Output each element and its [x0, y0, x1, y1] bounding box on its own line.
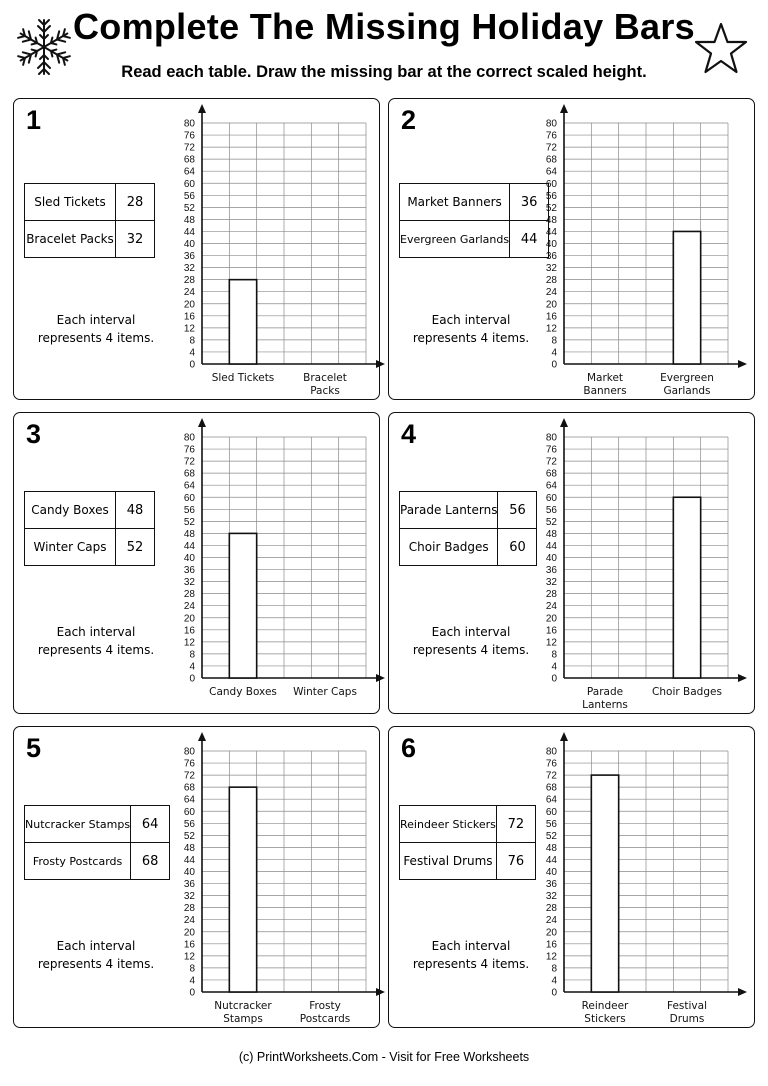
- y-tick-label: 72: [183, 142, 195, 154]
- x-category-label: [583, 372, 626, 397]
- table-category-cell: Parade Lanterns: [400, 492, 498, 529]
- y-tick-label: 28: [183, 275, 195, 287]
- table-value-cell: 44: [510, 221, 549, 258]
- y-tick-label: 24: [183, 915, 195, 927]
- x-category-label-line: Stickers: [584, 1013, 626, 1025]
- table-value-cell: 76: [496, 843, 535, 880]
- bar-chart: [14, 727, 381, 1029]
- panel-number: 5: [26, 733, 42, 763]
- table-value-cell: 56: [498, 492, 537, 529]
- y-tick-label: 28: [545, 589, 557, 601]
- chart-panel-4: [388, 412, 755, 714]
- y-axis-arrow-icon: [198, 418, 206, 427]
- y-tick-label: 44: [183, 540, 195, 552]
- y-tick-label: 56: [183, 504, 195, 516]
- x-category-label: [582, 1000, 629, 1025]
- y-tick-label: 16: [183, 625, 195, 637]
- x-category-label: [212, 372, 275, 384]
- x-category-label-line: Candy Boxes: [209, 686, 277, 698]
- y-tick-label: 36: [545, 879, 557, 891]
- interval-note-line: Each interval: [431, 625, 511, 639]
- y-tick-label: 60: [545, 492, 557, 504]
- y-tick-label: 76: [183, 130, 195, 142]
- y-tick-label: 72: [183, 456, 195, 468]
- y-tick-label: 12: [183, 951, 195, 963]
- x-category-label-line: Evergreen: [660, 372, 714, 384]
- panel-number: 3: [26, 419, 42, 449]
- y-tick-label: 20: [183, 927, 195, 939]
- y-tick-label: 36: [183, 565, 195, 577]
- interval-note-line: Each interval: [431, 313, 511, 327]
- y-tick-label: 28: [545, 275, 557, 287]
- bar-chart: [389, 99, 756, 401]
- table-value-cell: 60: [498, 529, 537, 566]
- y-tick-label: 20: [545, 299, 557, 311]
- table-value-cell: 48: [116, 492, 155, 529]
- x-category-label: [667, 1000, 707, 1025]
- bar: [673, 231, 700, 364]
- y-tick-label: 0: [551, 987, 557, 999]
- y-tick-label: 4: [189, 347, 195, 359]
- x-category-label-line: Winter Caps: [293, 686, 357, 698]
- worksheet-header: [0, 0, 768, 92]
- bar: [673, 497, 700, 678]
- interval-note-line: represents 4 items.: [37, 331, 155, 345]
- chart-panel-3: [13, 412, 380, 714]
- y-tick-label: 12: [545, 951, 557, 963]
- x-category-label-line: Lanterns: [582, 699, 628, 711]
- y-tick-label: 72: [545, 142, 557, 154]
- y-tick-label: 72: [183, 770, 195, 782]
- x-category-label-line: Choir Badges: [652, 686, 722, 698]
- y-tick-label: 60: [545, 178, 557, 190]
- x-category-label-line: Banners: [583, 385, 627, 397]
- panel-number: 4: [401, 419, 417, 449]
- bar: [229, 533, 256, 678]
- y-tick-label: 68: [545, 154, 557, 166]
- y-tick-label: 8: [189, 649, 195, 661]
- y-tick-label: 52: [183, 202, 195, 214]
- x-category-label-line: Frosty: [309, 1000, 341, 1012]
- y-tick-label: 32: [183, 891, 195, 903]
- y-tick-label: 72: [545, 456, 557, 468]
- x-category-label-line: Nutcracker: [214, 1000, 272, 1012]
- interval-note-line: represents 4 items.: [37, 957, 155, 971]
- table-value-cell: 52: [116, 529, 155, 566]
- y-tick-label: 40: [183, 867, 195, 878]
- y-tick-label: 32: [545, 577, 557, 589]
- y-tick-label: 68: [545, 468, 557, 480]
- y-tick-label: 36: [183, 251, 195, 263]
- y-tick-label: 16: [545, 939, 557, 951]
- interval-note-line: Each interval: [56, 625, 136, 639]
- y-tick-label: 12: [545, 637, 557, 649]
- y-tick-label: 72: [545, 770, 557, 782]
- table-category-cell: Reindeer Stickers: [400, 806, 497, 843]
- interval-note-line: Each interval: [56, 313, 136, 327]
- table-category-cell: Sled Tickets: [25, 184, 116, 221]
- y-tick-label: 4: [551, 975, 557, 987]
- y-tick-label: 4: [189, 975, 195, 987]
- y-tick-label: 40: [545, 553, 557, 564]
- y-tick-label: 80: [545, 746, 557, 758]
- y-tick-label: 64: [183, 480, 195, 492]
- y-tick-label: 24: [183, 601, 195, 613]
- y-tick-label: 48: [545, 528, 557, 540]
- y-tick-label: 68: [183, 154, 195, 166]
- y-tick-label: 40: [545, 867, 557, 878]
- y-tick-label: 4: [551, 347, 557, 359]
- x-category-label-line: Stamps: [223, 1013, 263, 1025]
- y-tick-label: 56: [545, 190, 557, 202]
- y-tick-label: 68: [183, 782, 195, 794]
- table-category-cell: Candy Boxes: [25, 492, 116, 529]
- chart-panel-2: [388, 98, 755, 400]
- y-tick-label: 40: [183, 239, 195, 250]
- interval-note-line: Each interval: [431, 939, 511, 953]
- y-tick-label: 20: [183, 613, 195, 625]
- x-category-label: [300, 1000, 350, 1025]
- y-tick-label: 16: [545, 311, 557, 323]
- y-tick-label: 4: [189, 661, 195, 673]
- interval-note-line: represents 4 items.: [37, 643, 155, 657]
- x-category-label-line: Packs: [310, 385, 340, 397]
- x-category-label-line: Drums: [669, 1013, 705, 1025]
- y-tick-label: 28: [183, 903, 195, 915]
- y-tick-label: 32: [183, 263, 195, 275]
- y-tick-label: 44: [545, 540, 557, 552]
- y-tick-label: 36: [545, 565, 557, 577]
- y-tick-label: 44: [183, 854, 195, 866]
- y-tick-label: 28: [183, 589, 195, 601]
- y-tick-label: 76: [545, 758, 557, 770]
- interval-note-line: represents 4 items.: [412, 643, 530, 657]
- table-category-cell: Frosty Postcards: [25, 843, 131, 880]
- y-tick-label: 16: [545, 625, 557, 637]
- y-tick-label: 0: [551, 359, 557, 371]
- table-value-cell: 64: [131, 806, 170, 843]
- y-axis-arrow-icon: [560, 104, 568, 113]
- y-tick-label: 8: [189, 963, 195, 975]
- y-tick-label: 52: [545, 202, 557, 214]
- y-tick-label: 36: [183, 879, 195, 891]
- table-category-cell: Choir Badges: [400, 529, 498, 566]
- interval-note-line: represents 4 items.: [412, 331, 530, 345]
- chart-panel-6: [388, 726, 755, 1028]
- y-tick-label: 60: [545, 806, 557, 818]
- y-tick-label: 56: [183, 818, 195, 830]
- y-tick-label: 12: [183, 323, 195, 335]
- y-tick-label: 0: [189, 987, 195, 999]
- interval-note-line: represents 4 items.: [412, 957, 530, 971]
- y-tick-label: 80: [545, 432, 557, 444]
- y-tick-label: 48: [545, 842, 557, 854]
- y-tick-label: 44: [183, 226, 195, 238]
- bar: [229, 787, 256, 992]
- x-category-label: [214, 1000, 272, 1025]
- y-tick-label: 8: [551, 649, 557, 661]
- x-category-label: [293, 686, 357, 698]
- y-tick-label: 68: [183, 468, 195, 480]
- y-tick-label: 80: [183, 432, 195, 444]
- y-tick-label: 20: [545, 613, 557, 625]
- y-tick-label: 44: [545, 226, 557, 238]
- y-tick-label: 48: [183, 842, 195, 854]
- y-tick-label: 64: [545, 166, 557, 178]
- y-tick-label: 24: [183, 287, 195, 299]
- bar-chart: [389, 413, 756, 715]
- y-tick-label: 48: [183, 528, 195, 540]
- table-category-cell: Festival Drums: [400, 843, 497, 880]
- x-category-label: [209, 686, 277, 698]
- y-tick-label: 0: [189, 673, 195, 685]
- x-axis-arrow-icon: [376, 360, 385, 368]
- y-tick-label: 16: [183, 939, 195, 951]
- y-tick-label: 64: [545, 794, 557, 806]
- y-tick-label: 24: [545, 287, 557, 299]
- y-tick-label: 56: [545, 504, 557, 516]
- table-value-cell: 28: [116, 184, 155, 221]
- x-axis-arrow-icon: [376, 674, 385, 682]
- chart-panel-1: [13, 98, 380, 400]
- y-tick-label: 68: [545, 782, 557, 794]
- bar-chart: [14, 99, 381, 401]
- y-tick-label: 8: [551, 335, 557, 347]
- page-subtitle: Read each table. Draw the missing bar at the correct scaled height.: [121, 63, 647, 81]
- y-tick-label: 76: [545, 444, 557, 456]
- table-category-cell: Nutcracker Stamps: [25, 806, 131, 843]
- y-tick-label: 56: [545, 818, 557, 830]
- y-tick-label: 36: [545, 251, 557, 263]
- y-tick-label: 76: [183, 758, 195, 770]
- y-tick-label: 12: [183, 637, 195, 649]
- y-tick-label: 20: [183, 299, 195, 311]
- y-tick-label: 76: [183, 444, 195, 456]
- panel-number: 1: [26, 105, 42, 135]
- y-tick-label: 20: [545, 927, 557, 939]
- y-tick-label: 52: [183, 830, 195, 842]
- y-tick-label: 24: [545, 601, 557, 613]
- y-axis-arrow-icon: [198, 104, 206, 113]
- y-tick-label: 4: [551, 661, 557, 673]
- x-axis-arrow-icon: [738, 674, 747, 682]
- y-tick-label: 56: [183, 190, 195, 202]
- table-category-cell: Bracelet Packs: [25, 221, 116, 258]
- y-tick-label: 16: [183, 311, 195, 323]
- table-category-cell: Evergreen Garlands: [400, 221, 510, 258]
- x-category-label-line: Garlands: [663, 385, 711, 397]
- y-tick-label: 80: [545, 118, 557, 130]
- y-tick-label: 32: [183, 577, 195, 589]
- y-tick-label: 52: [545, 830, 557, 842]
- y-tick-label: 8: [551, 963, 557, 975]
- bar-chart: [14, 413, 381, 715]
- bar: [591, 775, 618, 992]
- table-value-cell: 72: [496, 806, 535, 843]
- y-tick-label: 80: [183, 118, 195, 130]
- y-tick-label: 64: [545, 480, 557, 492]
- x-category-label-line: Postcards: [299, 1013, 351, 1025]
- y-tick-label: 32: [545, 263, 557, 275]
- y-tick-label: 24: [545, 915, 557, 927]
- y-tick-label: 28: [545, 903, 557, 915]
- x-category-label-line: Parade: [586, 686, 624, 698]
- y-tick-label: 44: [545, 854, 557, 866]
- x-axis-arrow-icon: [376, 988, 385, 996]
- x-category-label-line: Sled Tickets: [211, 372, 275, 384]
- y-axis-arrow-icon: [560, 418, 568, 427]
- table-category-cell: Market Banners: [400, 184, 510, 221]
- y-tick-label: 52: [545, 516, 557, 528]
- y-tick-label: 40: [183, 553, 195, 564]
- x-category-label: [652, 686, 722, 698]
- x-axis-arrow-icon: [738, 988, 747, 996]
- x-category-label: [582, 686, 628, 711]
- y-tick-label: 60: [183, 806, 195, 818]
- y-tick-label: 40: [545, 239, 557, 250]
- y-tick-label: 64: [183, 794, 195, 806]
- y-tick-label: 32: [545, 891, 557, 903]
- copyright-footer: (c) PrintWorksheets.Com - Visit for Free Worksheets: [238, 1050, 530, 1064]
- y-tick-label: 0: [189, 359, 195, 371]
- bar: [229, 280, 256, 364]
- star-icon: [693, 21, 749, 77]
- x-axis-arrow-icon: [738, 360, 747, 368]
- y-tick-label: 48: [545, 214, 557, 226]
- y-tick-label: 52: [183, 516, 195, 528]
- bar-chart: [389, 727, 756, 1029]
- table-value-cell: 36: [510, 184, 549, 221]
- y-tick-label: 76: [545, 130, 557, 142]
- table-category-cell: Winter Caps: [25, 529, 116, 566]
- page-title: Complete The Missing Holiday Bars: [72, 6, 696, 47]
- x-category-label: [303, 372, 347, 397]
- table-value-cell: 32: [116, 221, 155, 258]
- panel-number: 6: [401, 733, 417, 763]
- y-tick-label: 8: [189, 335, 195, 347]
- x-category-label-line: Reindeer: [581, 1000, 629, 1012]
- y-axis-arrow-icon: [198, 732, 206, 741]
- table-value-cell: 68: [131, 843, 170, 880]
- x-category-label-line: Bracelet: [303, 372, 347, 384]
- y-tick-label: 80: [183, 746, 195, 758]
- x-category-label-line: Market: [586, 372, 624, 384]
- y-axis-arrow-icon: [560, 732, 568, 741]
- y-tick-label: 60: [183, 178, 195, 190]
- x-category-label-line: Festival: [667, 1000, 707, 1012]
- y-tick-label: 12: [545, 323, 557, 335]
- y-tick-label: 48: [183, 214, 195, 226]
- x-category-label: [660, 372, 714, 397]
- y-tick-label: 64: [183, 166, 195, 178]
- panel-number: 2: [401, 105, 417, 135]
- y-tick-label: 60: [183, 492, 195, 504]
- interval-note-line: Each interval: [56, 939, 136, 953]
- chart-panel-5: [13, 726, 380, 1028]
- y-tick-label: 0: [551, 673, 557, 685]
